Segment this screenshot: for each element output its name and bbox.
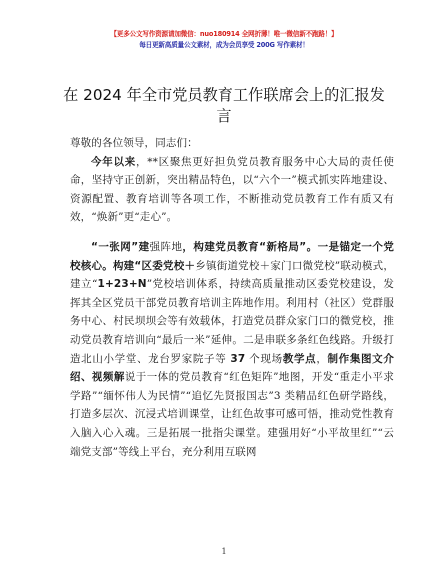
p2-bold-2: ，构建党员教育“新格局”。一是锚定一个党校核心。构建“区委党校＋ (70, 240, 394, 272)
p2-text-3: ”党校培训体系，持续高质量推动区委党校建设，发挥其全区党员干部党员教育培训主阵地作用。利用村（社区）党群服务中心、村民坝坝会等有效载体，打造党员群众家门口的微党校，推动党员教育培训向“最后一米”延伸。二是串联多条红色线路。升级打造北山小学堂、龙台罗家院子等 (70, 278, 394, 365)
p2-text-6: 说于一体的党员教育“红色矩阵”地图，开发“重走小平求学路”“缅怀伟人为民情”“追忆先贤报国志”3 类精品红色研学路线，打造多层次、沉浸式培训课堂，让红色故事可感可悟，推动党性教育入脑入心入魂。三是拓展一批指尖课堂。建强用好“小平故里红”“云端党支部”等线上平台，充分利用互联网 (70, 371, 394, 458)
paragraph-1-text: ，**区聚焦更好担负党员教育服务中心大局的责任使命，坚持守正创新，突出精品特色，以“六个一”模式抓实阵地建设、资源配置、教育培训等各项工作，不断推动党员教育工作有质又有效，“焕新”更“走心”。 (70, 155, 394, 224)
paragraph-1-lead: 今年以来 (91, 155, 136, 168)
page-number: 1 (221, 547, 227, 556)
document-body (70, 134, 394, 461)
p2-bold-6: 制作集图文介绍、视频解 (70, 352, 394, 384)
p2-bold-1: “一张网”建 (91, 240, 150, 253)
paragraph-2 (70, 238, 394, 461)
p2-bold-5: 教学点 (282, 352, 317, 365)
paragraph-1 (70, 153, 394, 227)
p2-text-2: 乡镇街道党校＋家门口微党校”联动模式，建立“ (70, 259, 394, 291)
promo-banner-line-1: 【更多公文写作资源请加微信：nuo180914 全网折薄！唯一微信新不跑路！】 (110, 30, 338, 38)
p2-bold-3: 1+23+N (97, 278, 147, 291)
p2-text-1: 强阵地 (149, 240, 183, 253)
salutation: 尊敬的各位领导，同志们： (70, 137, 198, 149)
p2-text-5: ， (316, 352, 328, 365)
p2-text-4: 个现场 (245, 352, 283, 365)
promo-banner-line-2: 每日更新高质量公文素材，成为会员享受 200G 写作素材！ (139, 41, 309, 49)
p2-bold-4: 37 (230, 352, 246, 365)
document-title: 在 2024 年全市党员教育工作联席会上的汇报发言 (63, 86, 385, 125)
